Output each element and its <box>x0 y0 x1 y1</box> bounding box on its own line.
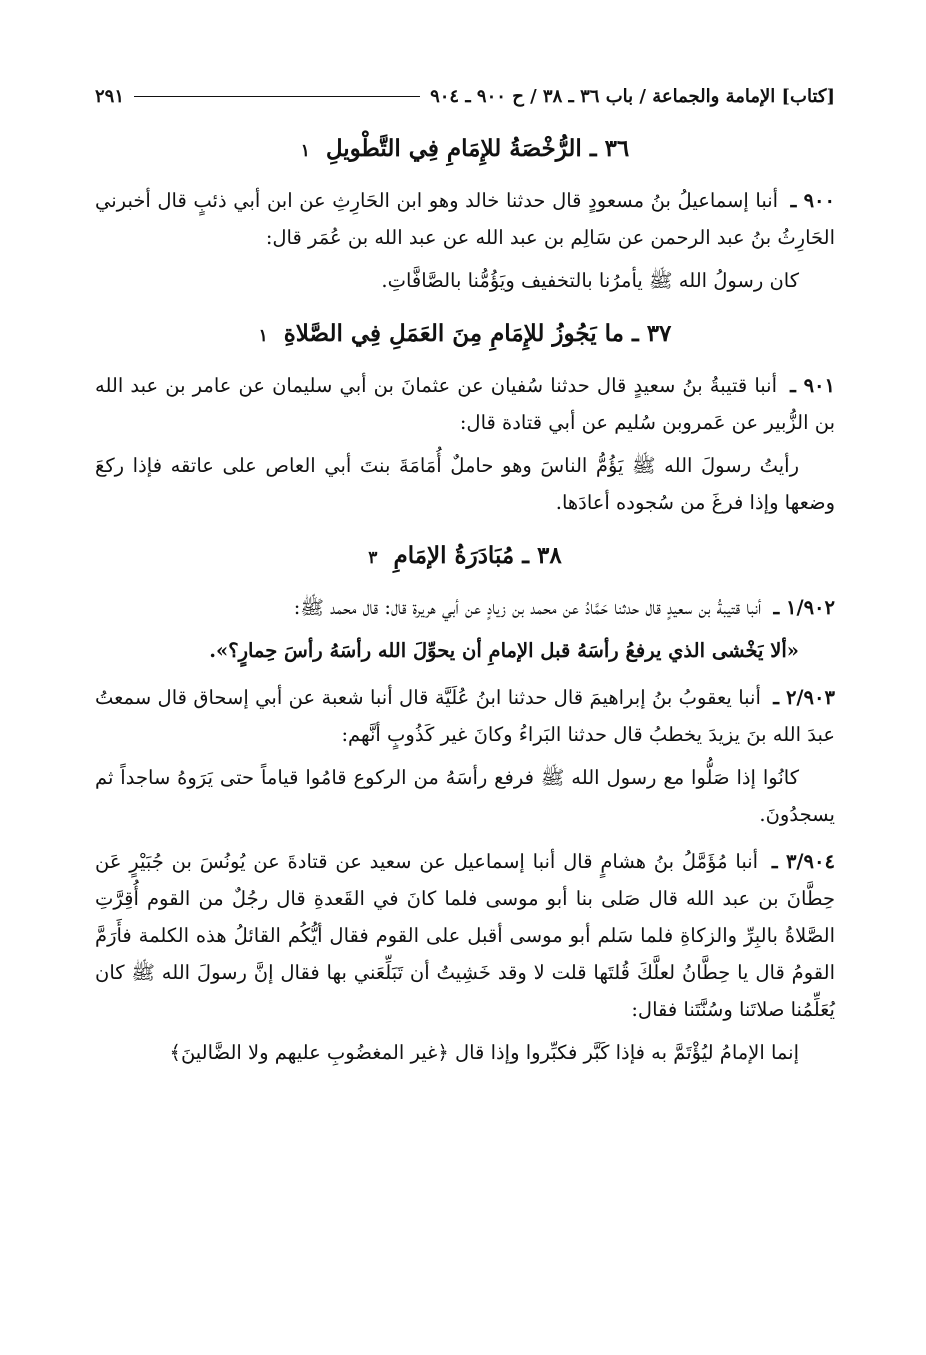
hadith-number: ٣/٩٠٤ ـ <box>771 850 835 873</box>
isnad-text: أنبا مُؤَمَّلُ بنُ هشامٍ قال أنبا إسماعيل عن سعيد عن قتادةَ عن يُونُسَ بن جُبَيْرٍ عَن حِطَّانَ بن عبد الله قال صَلى بنا أبو موسى فلما كانَ في القَعدةِ قال رجُلٌ من القوم أُقِرَّتِ الصَّلاةُ بالبِرِّ والزكاةِ فلما سَلم أبو موسى أقبل على القوم فقال أيُّكُم القائلُ هذه الكلمة فأَرَمَّ القومُ قال يا حِطَّانُ لعلَّكَ قُلتَها قلت لا وقد خَشِيتُ أن تَبَلِّعَني بها فقال إنَّ رسولَ الله ﷺ كان يُعَلِّمُنا صلاتَنا وسُنَّتَنا فقال: <box>95 850 835 1021</box>
page-number: ٢٩١ <box>95 85 125 107</box>
hadith-number: ٩٠١ ـ <box>790 374 835 397</box>
hadith-matn-902: «ألا يَخْشى الذي يرفعُ رأسَهُ قبل الإمامِ أن يحوِّلَ الله رأسَهُ رأسَ حِمارٍ؟». <box>209 639 799 662</box>
isnad-text: أنبا قتيبةُ بن سعيدٍ قال حدثنا حَمَّادُ عن محمد بن زيادٍ عن أبي هريرة قال: قال محمد ﷺ: <box>293 596 762 619</box>
chapter-heading-37 <box>95 317 835 353</box>
hadith-matn-903: كانُوا إذا صَلُّوا مع رسول الله ﷺ فرفع رأسَهُ من الركوع قامُوا قياماً حتى يَرَوهُ ساجداً ثم يسجدُونَ. <box>95 766 835 826</box>
chapter-heading-36 <box>95 132 835 168</box>
hadith-isnad-903 <box>95 679 835 753</box>
hadith-matn-900: كان رسولُ الله ﷺ يأمرُنا بالتخفيف ويَؤُمُّنا بالصَّافَّاتِ. <box>381 269 799 292</box>
hadith-isnad-901 <box>95 367 835 441</box>
chapter-title: ٣٦ ـ الرُّخْصَةُ للإِمَامِ فِي التَّطْويلِ <box>325 135 630 162</box>
hadith-isnad-902 <box>95 589 835 626</box>
isnad-text: أنبا إسماعيلُ بنُ مسعودٍ قال حدثنا خالد وهو ابن الحَارِثِ عن ابن أبي ذئبٍ قال أخبرني الحَارِثُ بنُ عبد الرحمن عن سَالِم بن عبد الله عن عبد الله بن عُمَر قال: <box>95 189 835 249</box>
running-header <box>95 78 835 114</box>
book-page <box>95 78 835 1318</box>
footnote-mark: ١ <box>300 141 310 161</box>
hadith-isnad-904 <box>95 843 835 1028</box>
footnote-mark: ٣ <box>368 548 378 568</box>
running-title: [كتاب] الإمامة والجماعة / باب ٣٦ ـ ٣٨ / ح ٩٠٠ ـ ٩٠٤ <box>430 85 835 107</box>
chapter-title: ٣٨ ـ مُبَادَرَةُ الإمَامِ <box>393 542 562 569</box>
hadith-matn-901: رأيتُ رسولَ الله ﷺ يَؤُمُّ الناسَ وهو حاملٌ أُمَامَةَ بنتَ أبي العاص على عاتقه فإذا ركعَ وضعها وإذا فرغَ من سُجوده أعادَها. <box>95 454 835 514</box>
hadith-number: ٢/٩٠٣ ـ <box>773 686 835 709</box>
hadith-number: ١/٩٠٢ ـ <box>773 596 835 619</box>
chapter-title: ٣٧ ـ ما يَجُوزُ للإِمَامِ مِنَ العَمَلِ فِي الصَّلاةِ <box>283 320 672 347</box>
footnote-mark: ١ <box>258 326 268 346</box>
chapter-heading-38 <box>95 539 835 575</box>
hadith-number: ٩٠٠ ـ <box>790 189 835 212</box>
hadith-matn-904: إنما الإمامُ ليُؤْتَمَّ به فإذا كَبَّر فكبِّروا وإذا قال ﴿غير المغضُوبِ عليهم ولا الضَّالينَ﴾ <box>169 1041 799 1064</box>
hadith-isnad-900 <box>95 182 835 256</box>
isnad-text: أنبا قتيبةُ بنُ سعيدٍ قال حدثنا سُفيان عن عثمانَ بن أبي سليمان عن عامر بن عبد الله بن الزُّبير عن عَمروبن سُليم عن أبي قتادة قال: <box>95 374 835 434</box>
isnad-text: أنبا يعقوبُ بنُ إبراهيمَ قال حدثنا ابنُ عُلَيَّة قال أنبا شعبة عن أبي إسحاق قال سمعتُ عبدَ الله بنَ يزيدَ يخطبُ قال حدثنا البَراءُ وكانَ غير كَذُوبٍ أنَّهم: <box>95 686 835 746</box>
header-rule <box>134 96 420 97</box>
